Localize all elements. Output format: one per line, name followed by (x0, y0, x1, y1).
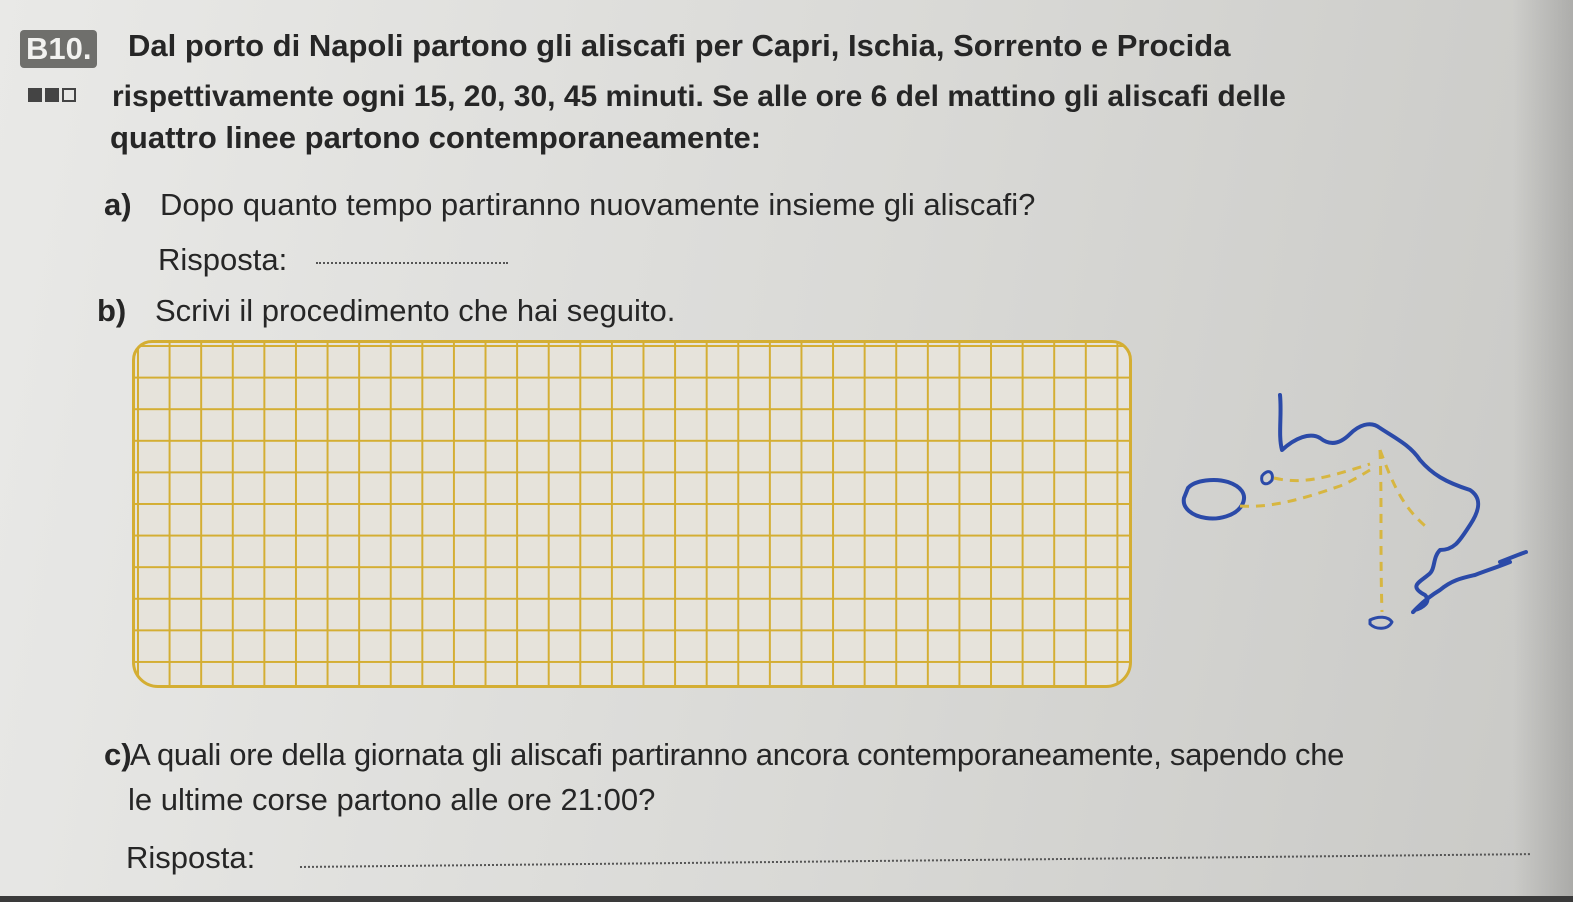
question-a-answer-line[interactable] (316, 262, 508, 264)
map-illustration (1170, 390, 1530, 650)
exercise-stem-line-1: Dal porto di Napoli partono gli aliscafi per Capri, Ischia, Sorrento e Procida (128, 28, 1231, 63)
question-c-answer-label: Risposta: (126, 840, 256, 875)
route-to-capri (1380, 450, 1382, 612)
exercise-stem-line-2: rispettivamente ogni 15, 20, 30, 45 minuti. Se alle ore 6 del mattino gli aliscafi delle (112, 80, 1286, 113)
question-a-answer-label: Risposta: (158, 242, 288, 277)
question-b-text: Scrivi il procedimento che hai seguito. (155, 293, 676, 328)
capri-island (1370, 617, 1392, 628)
difficulty-indicator (28, 88, 76, 102)
question-b-label: b) (97, 293, 127, 328)
exercise-stem-line-3: quattro linee partono contemporaneamente: (110, 120, 762, 155)
question-c-label: c) (104, 737, 132, 772)
question-c-answer-line[interactable] (300, 853, 1530, 868)
question-a-label: a) (104, 187, 132, 222)
procida-island (1262, 472, 1273, 484)
ischia-island (1184, 480, 1244, 518)
exercise-number: B10. (20, 30, 97, 68)
question-c-text-line-2: le ultime corse partono alle ore 21:00? (128, 782, 656, 817)
difficulty-square-icon (62, 88, 76, 102)
question-a-text: Dopo quanto tempo partiranno nuovamente insieme gli aliscafi? (160, 187, 1036, 222)
question-c-text-line-1: A quali ore della giornata gli aliscafi partiranno ancora contemporaneamente, sapendo che (130, 737, 1345, 772)
coastline-path (1280, 395, 1526, 612)
route-to-ischia (1240, 470, 1370, 506)
work-grid[interactable] (132, 340, 1132, 688)
difficulty-square-icon (45, 88, 59, 102)
difficulty-square-icon (28, 88, 42, 102)
page-bottom-edge (0, 896, 1573, 902)
